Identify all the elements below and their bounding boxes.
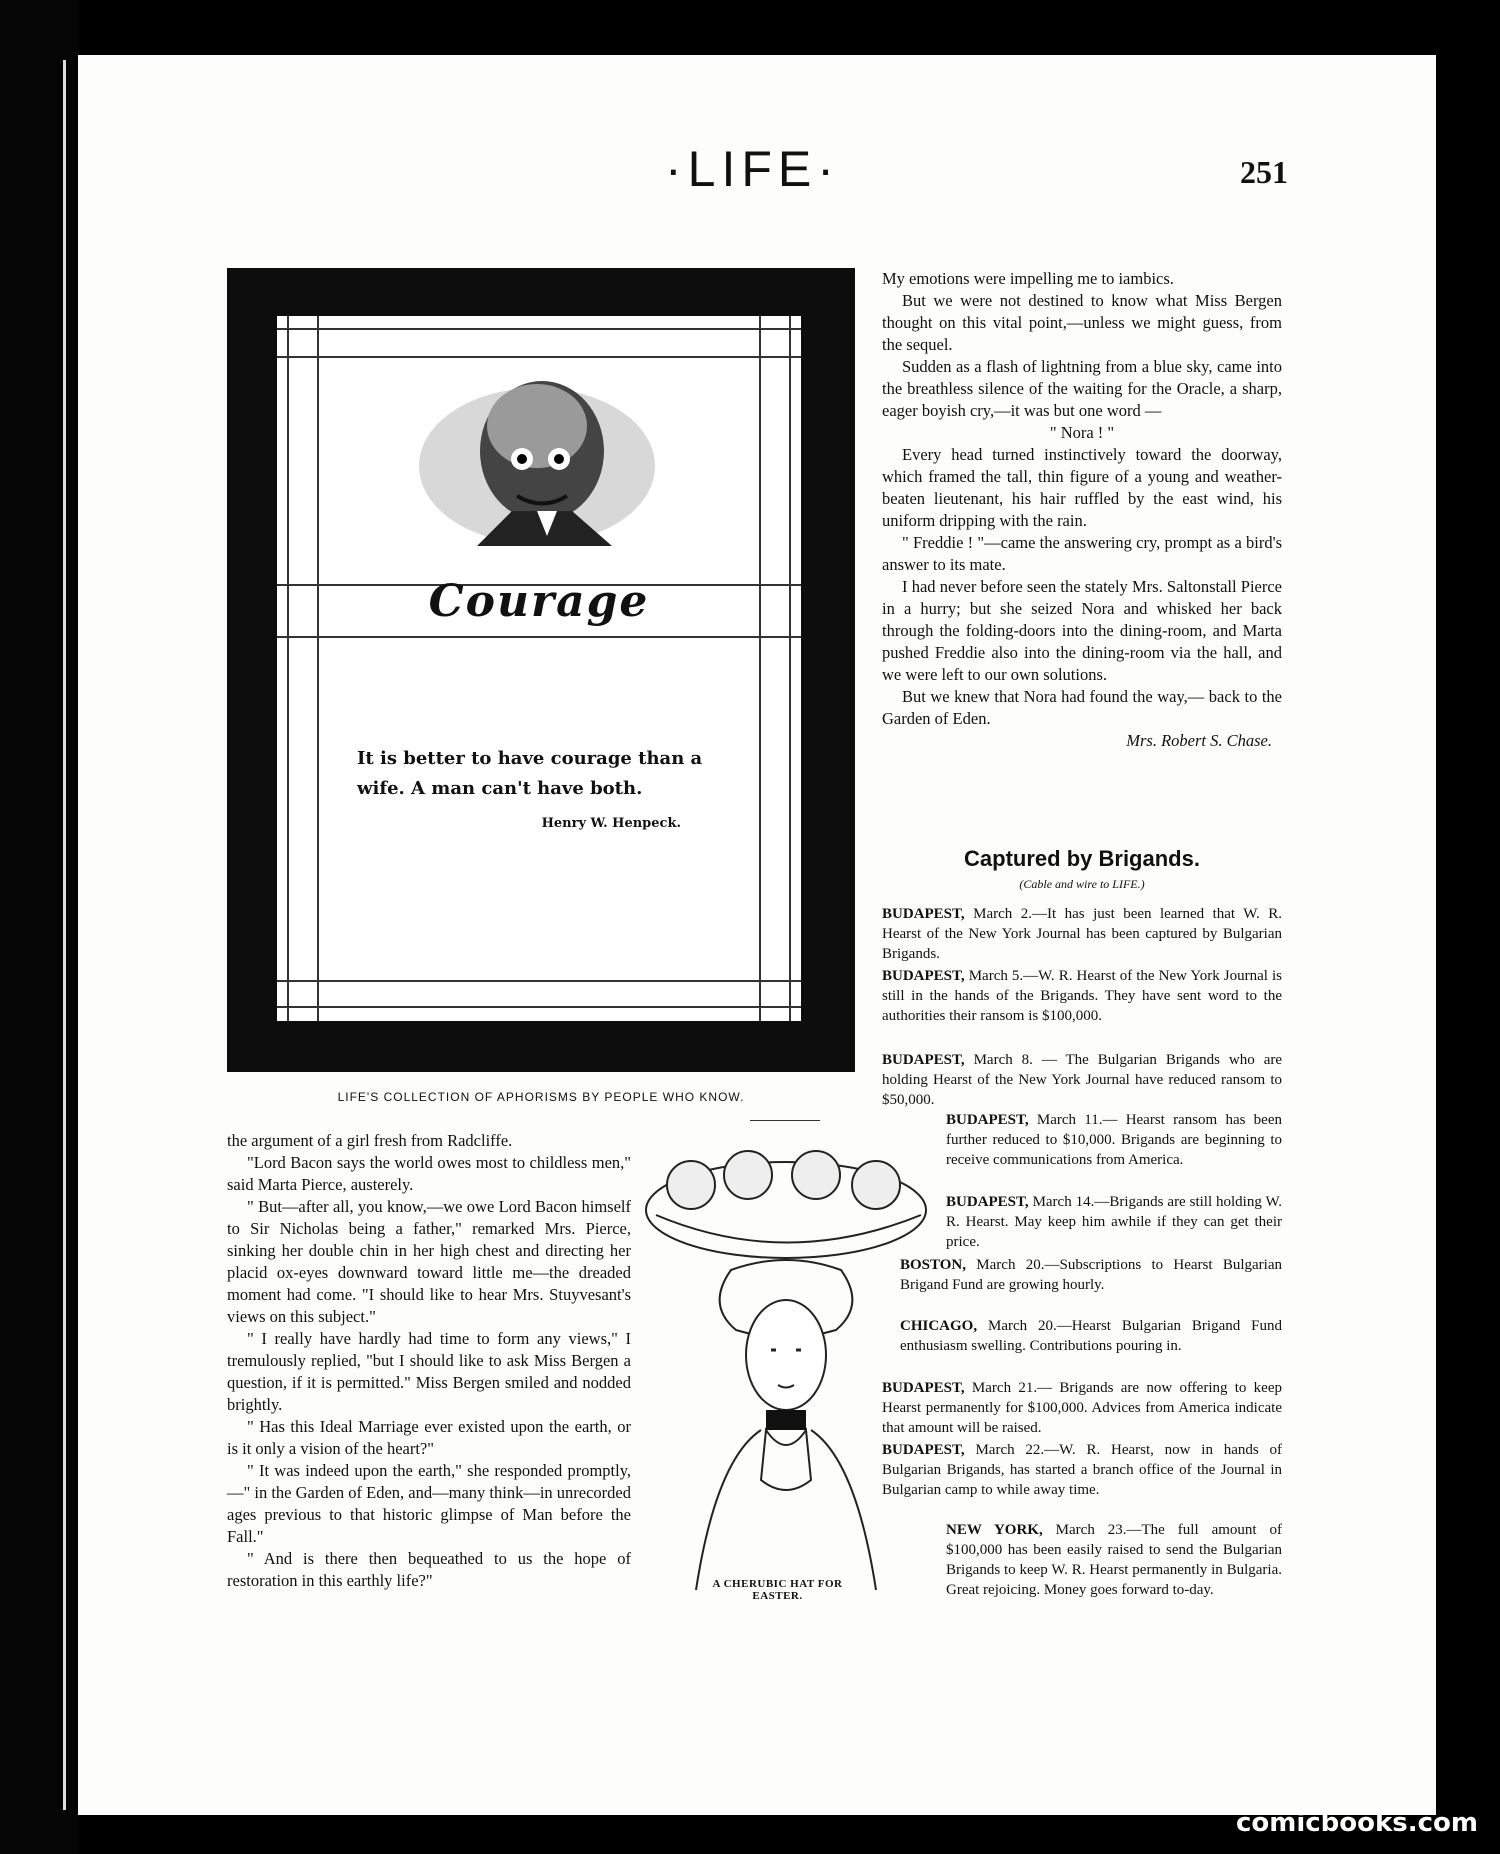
paragraph: " And is there then bequeathed to us the hope of restoration in this earthly life?" — [227, 1549, 631, 1590]
dispatch-text: March 21.— Brigands are now offering to keep Hearst permanently for $100,000. Advices from America indicate that amount will be raised. — [882, 1380, 1282, 1436]
masthead-title: ·LIFE· — [665, 141, 840, 197]
paragraph: Every head turned instinctively toward the doorway, which framed the tall, thin figure of a young and weather-beaten lieutenant, his hair ruffled by the east wind, his uniform dripping with the rain. — [882, 445, 1282, 530]
dispatch-item — [900, 1255, 1282, 1295]
dispatch-place: NEW YORK, — [946, 1522, 1043, 1538]
paragraph: " I really have hardly had time to form any views," I tremulously replied, "but I should like to ask Miss Bergen a question, if it is permitted." Miss Bergen smiled and nodded brightly. — [227, 1329, 631, 1414]
frame-line — [287, 316, 289, 1021]
dispatch-item — [946, 1520, 1282, 1600]
paragraph: But we knew that Nora had found the way,— back to the Garden of Eden. — [882, 687, 1282, 728]
dispatch-text: March 23.—The full amount of $100,000 has been easily raised to send the Bulgarian Brigands to keep W. R. Hearst permanently in Bulgaria. Great rejoicing. Money goes forward to-day. — [946, 1522, 1282, 1598]
paragraph: But we were not destined to know what Miss Bergen thought on this vital point,—unless we might guess, from the sequel. — [882, 291, 1282, 354]
watermark: comicbooks.com — [1235, 1808, 1478, 1838]
dispatch-text: March 22.—W. R. Hearst, now in hands of Bulgarian Brigands, has started a branch office of the Journal in Bulgarian camp to while away time. — [882, 1442, 1283, 1498]
page-number: 251 — [1240, 154, 1288, 190]
article-title: Captured by Brigands. — [964, 846, 1200, 871]
card-author: Henry W. Henpeck. — [541, 816, 681, 831]
paragraph: " It was indeed upon the earth," she responded promptly,—" in the Garden of Eden, and—many think—in unrecorded ages previous to that historic glimpse of Man before the Fall." — [227, 1461, 632, 1546]
dispatch-place: BOSTON, — [900, 1257, 966, 1273]
card-quote: It is better to have courage than a wife. A man can't have both. — [357, 748, 703, 799]
dispatch-place: BUDAPEST, — [882, 1052, 965, 1068]
dispatch-text: March 11.— Hearst ransom has been further reduced to $10,000. Brigands are beginning to receive communications from America. — [946, 1112, 1282, 1168]
story-column — [227, 1130, 631, 1592]
illustration-caption: A CHERUBIC HAT FOR EASTER. — [712, 1578, 843, 1602]
dispatch-text: March 20.—Subscriptions to Hearst Bulgarian Brigand Fund are growing hourly. — [900, 1257, 1282, 1293]
paragraph: the argument of a girl fresh from Radcliffe. — [227, 1131, 513, 1150]
page-edge — [0, 0, 78, 1854]
frame-line — [277, 328, 801, 330]
dispatch-item — [882, 904, 1282, 964]
frame-line — [789, 316, 791, 1021]
article-subtitle: (Cable and wire to LIFE.) — [1019, 877, 1145, 891]
cherubic-hat-illustration — [636, 1130, 936, 1630]
dispatch-place: BUDAPEST, — [882, 906, 965, 922]
frame-line — [277, 980, 801, 982]
dispatch-item — [900, 1316, 1282, 1356]
paragraph: Sudden as a flash of lightning from a blue sky, came into the breathless silence of the waiting for the Oracle, a sharp, eager boyish cry,—it was but one word — — [882, 357, 1282, 420]
paragraph: "Lord Bacon says the world owes most to childless men," said Marta Pierce, austerely. — [227, 1153, 631, 1194]
dispatch-item — [946, 1192, 1282, 1252]
dispatch-place: BUDAPEST, — [882, 1442, 965, 1458]
dispatch-item — [882, 1050, 1282, 1110]
dispatch-place: BUDAPEST, — [946, 1112, 1029, 1128]
divider-rule — [750, 1120, 820, 1121]
bald-man-portrait — [417, 371, 662, 546]
frame-line — [759, 316, 761, 1021]
card-heading: Courage — [428, 576, 650, 627]
dispatch-text: March 8. — The Bulgarian Brigands who are holding Hearst of the New York Journal have reduced ransom to $50,000. — [882, 1052, 1283, 1108]
dispatch-place: BUDAPEST, — [882, 968, 965, 984]
dispatch-item — [882, 1440, 1282, 1500]
frame-line — [317, 316, 319, 1021]
paragraph: My emotions were impelling me to iambics. — [882, 269, 1174, 288]
card-caption: LIFE'S COLLECTION OF APHORISMS BY PEOPLE WHO KNOW. — [337, 1090, 745, 1104]
dispatch-item — [882, 966, 1282, 1026]
story-ending-column — [882, 268, 1282, 752]
frame-line — [277, 356, 801, 358]
paragraph: " Nora ! " — [1049, 423, 1115, 442]
paragraph: " Freddie ! "—came the answering cry, prompt as a bird's answer to its mate. — [882, 533, 1282, 574]
dispatch-place: CHICAGO, — [900, 1318, 978, 1334]
signature: Mrs. Robert S. Chase. — [1126, 731, 1272, 750]
dispatch-text: March 14.—Brigands are still holding W. R. Hearst. May keep him awhile if they can get their price. — [946, 1194, 1283, 1250]
paragraph: " But—after all, you know,—we owe Lord Bacon himself to Sir Nicholas being a father," remarked Mrs. Pierce, sinking her double chin in her high chest and directing her placid ox-eyes downward toward little me—the dreaded moment had come. "I should like to hear Mrs. Stuyvesant's views on this subject." — [227, 1197, 631, 1326]
paragraph: " Has this Ideal Marriage ever existed upon the earth, or is it only a vision of the heart?" — [227, 1417, 631, 1458]
dispatch-text: March 20.—Hearst Bulgarian Brigand Fund enthusiasm swelling. Contributions pouring in. — [900, 1318, 1282, 1354]
dispatch-text: March 5.—W. R. Hearst of the New York Journal is still in the hands of the Brigands. They have sent word to the authorities their ransom is $100,000. — [882, 968, 1282, 1024]
dispatch-item — [882, 1378, 1282, 1438]
dispatch-text: March 2.—It has just been learned that W. R. Hearst of the New York Journal has been captured by Bulgarian Brigands. — [882, 906, 1283, 962]
courage-card — [227, 268, 855, 1072]
dispatch-place: BUDAPEST, — [946, 1194, 1029, 1210]
card-inner — [277, 316, 801, 1021]
frame-line — [277, 1006, 801, 1008]
gutter-line — [63, 60, 66, 1810]
dispatch-place: BUDAPEST, — [882, 1380, 965, 1396]
frame-line — [277, 636, 801, 638]
dispatch-item — [946, 1110, 1282, 1170]
paragraph: I had never before seen the stately Mrs. Saltonstall Pierce in a hurry; but she seized Nora and whisked her back through the folding-doors into the dining-room, and Marta pushed Freddie also into the dining-room via the hall, and we were left to our own solutions. — [882, 577, 1282, 684]
page-header — [0, 140, 1500, 220]
